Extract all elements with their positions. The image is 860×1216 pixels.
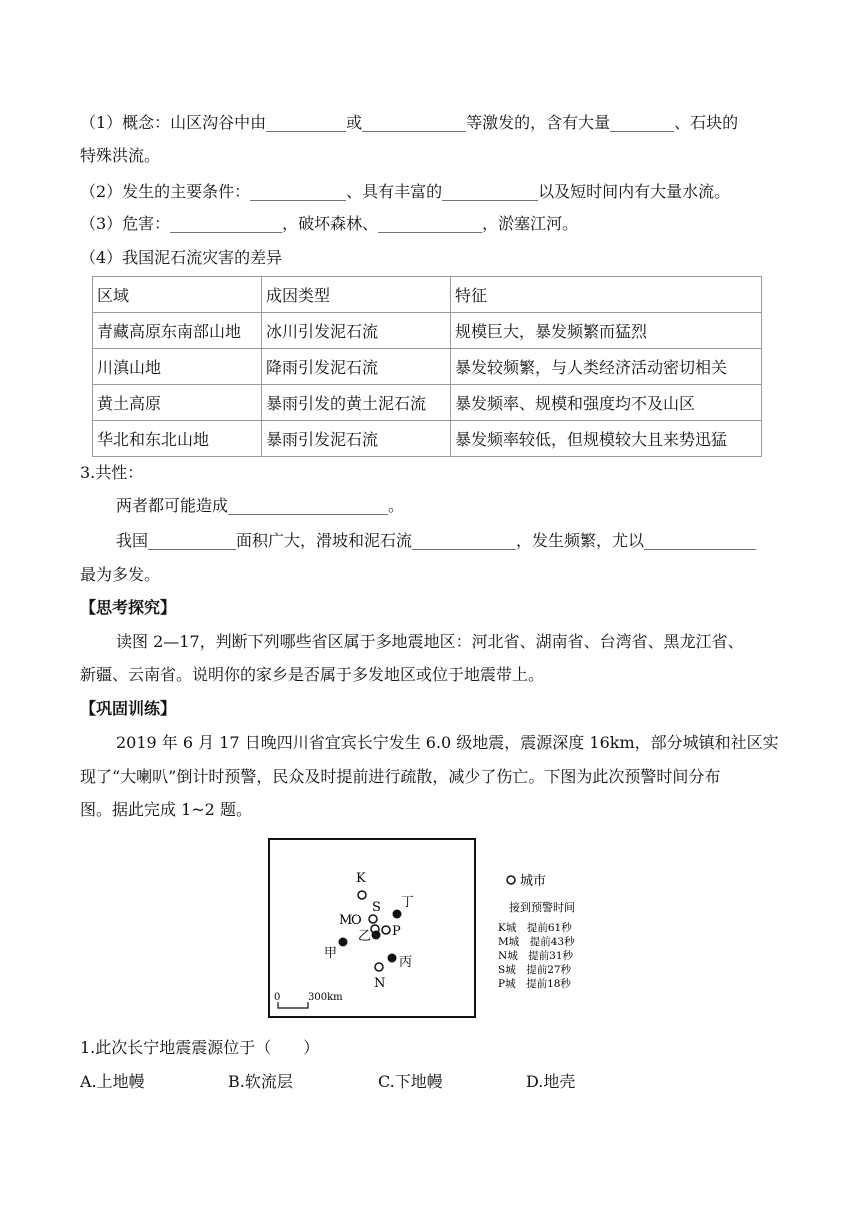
table-cell: 暴发频率较低，但规模较大且来势迅猛 bbox=[451, 421, 762, 457]
table-row bbox=[93, 349, 762, 385]
option-c: C.下地幔 bbox=[378, 1072, 443, 1091]
table-row bbox=[93, 313, 762, 349]
site-label-ding: 丁 bbox=[401, 895, 415, 910]
header-cell: 特征 bbox=[451, 277, 762, 313]
commonality-p3: 最为多发。 bbox=[80, 565, 161, 584]
legend-row: M城 提前43秒 bbox=[498, 936, 575, 948]
site-label-yi: 乙 bbox=[358, 929, 372, 944]
table-cell: 暴发频率、规模和强度均不及山区 bbox=[451, 385, 762, 421]
table-cell: 暴发较频繁，与人类经济活动密切相关 bbox=[451, 349, 762, 385]
train-heading: 【巩固训练】 bbox=[80, 699, 177, 718]
train-p3: 图。据此完成 1~2 题。 bbox=[80, 800, 252, 819]
think-heading: 【思考探究】 bbox=[80, 598, 177, 617]
table-cell: 川滇山地 bbox=[93, 349, 262, 385]
train-p2: 现了“大喇叭”倒计时预警，民众及时提前进行疏散，减少了伤亡。下图为此次预警时间分布 bbox=[80, 767, 721, 786]
train-p1: 2019 年 6 月 17 日晚四川省宜宾长宁发生 6.0 级地震，震源深度 16km，部分城镇和社区实 bbox=[116, 733, 779, 752]
table-cell: 暴雨引发的黄土泥石流 bbox=[262, 385, 451, 421]
city-p-marker bbox=[382, 926, 390, 934]
debris-flow-table bbox=[92, 276, 762, 457]
city-label-s: S bbox=[372, 900, 381, 915]
city-label-p: P bbox=[392, 924, 401, 939]
city-label-n: N bbox=[374, 976, 386, 991]
legend-row: P城 提前18秒 bbox=[498, 978, 571, 990]
legend-title: 接到预警时间 bbox=[509, 901, 575, 914]
city-k-marker bbox=[358, 891, 366, 899]
site-ding-marker bbox=[393, 910, 402, 919]
concept-line-1: （1）概念：山区沟谷中由__________或_____________等激发的，含有大量________、石块的 bbox=[80, 113, 739, 132]
city-o-marker bbox=[369, 915, 377, 923]
site-yi-marker bbox=[372, 931, 381, 940]
difference-heading: （4）我国泥石流灾害的差异 bbox=[80, 248, 283, 267]
option-b: B.软流层 bbox=[228, 1072, 293, 1091]
table-row bbox=[93, 385, 762, 421]
think-p2: 新疆、云南省。说明你的家乡是否属于多发地区或位于地震带上。 bbox=[80, 665, 545, 684]
table-header-row bbox=[93, 277, 762, 313]
site-jia-marker bbox=[339, 938, 348, 947]
legend-city-marker bbox=[507, 876, 515, 884]
table-row bbox=[93, 421, 762, 457]
site-bing-marker bbox=[388, 954, 397, 963]
table-cell: 规模巨大，暴发频繁而猛烈 bbox=[451, 313, 762, 349]
table-cell: 华北和东北山地 bbox=[93, 421, 262, 457]
city-n-marker bbox=[375, 963, 383, 971]
header-cell: 区域 bbox=[93, 277, 262, 313]
table-cell: 冰川引发泥石流 bbox=[262, 313, 451, 349]
concept-line-2: 特殊洪流。 bbox=[80, 146, 161, 165]
option-a: A.上地幔 bbox=[80, 1072, 145, 1091]
option-d: D.地壳 bbox=[526, 1072, 576, 1091]
city-label-k: K bbox=[356, 871, 366, 886]
table-cell: 暴雨引发泥石流 bbox=[262, 421, 451, 457]
table-cell: 黄土高原 bbox=[93, 385, 262, 421]
think-p1: 读图 2—17，判断下列哪些省区属于多地震地区：河北省、湖南省、台湾省、黑龙江省、 bbox=[116, 632, 744, 651]
table-cell: 降雨引发泥石流 bbox=[262, 349, 451, 385]
site-label-bing: 丙 bbox=[399, 955, 413, 970]
legend-row: N城 提前31秒 bbox=[498, 950, 574, 962]
warning-time-map bbox=[268, 838, 604, 1020]
table-cell: 青藏高原东南部山地 bbox=[93, 313, 262, 349]
scale-distance: 300km bbox=[308, 992, 343, 1003]
hazards-line: （3）危害：______________，破坏森林、_____________，淤塞江河。 bbox=[80, 214, 579, 233]
commonality-p2: 我国___________面积广大，滑坡和泥石流_____________，发生频繁，尤以______________ bbox=[116, 531, 757, 550]
city-label-o: O bbox=[351, 913, 362, 928]
legend-row: S城 提前27秒 bbox=[498, 964, 572, 976]
legend-city-label: 城市 bbox=[520, 874, 547, 889]
city-label-m: M bbox=[339, 913, 353, 928]
legend-row: K城 提前61秒 bbox=[498, 922, 572, 934]
header-cell: 成因类型 bbox=[262, 277, 451, 313]
commonality-heading: 3.共性： bbox=[80, 463, 144, 482]
scale-bar bbox=[278, 1002, 308, 1008]
site-label-jia: 甲 bbox=[324, 946, 338, 961]
scale-zero: 0 bbox=[274, 992, 281, 1003]
question-stem: 1.此次长宁地震震源位于（ ） bbox=[80, 1038, 320, 1057]
commonality-p1: 两者都可能造成____________________。 bbox=[116, 496, 405, 515]
conditions-line: （2）发生的主要条件：____________、具有丰富的____________以及短时间内有大量水流。 bbox=[80, 182, 731, 201]
